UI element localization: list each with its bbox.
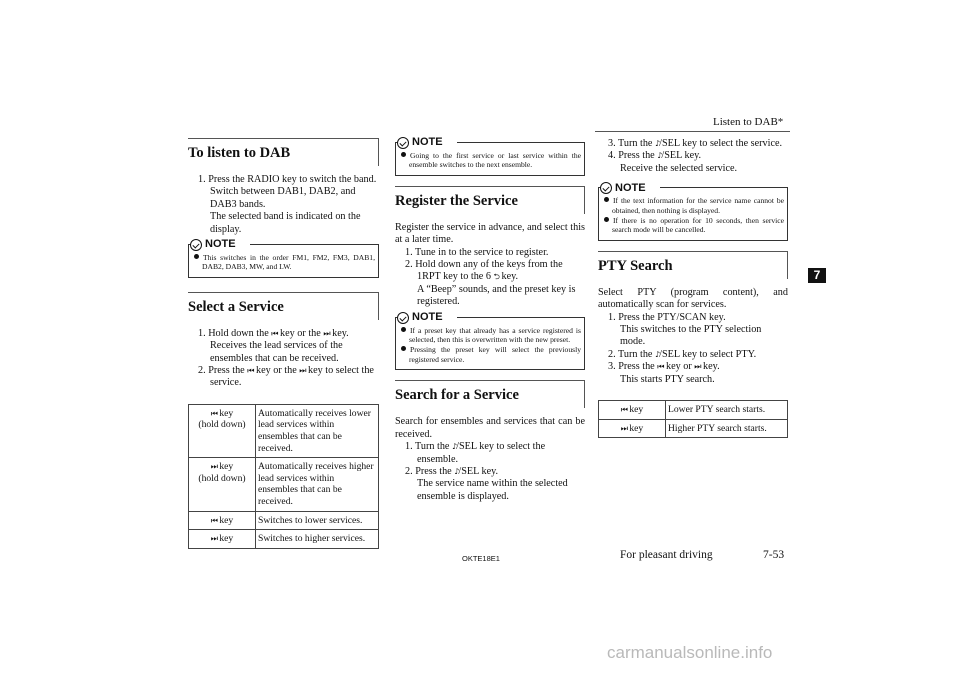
prev-track-icon: ⏮ <box>210 408 217 418</box>
tune-icon: ♪ <box>655 349 660 359</box>
next-track-icon: ⏭ <box>323 328 330 338</box>
column-1 <box>188 138 379 549</box>
document-code: OKTE18E1 <box>462 554 500 563</box>
table-row: ⏮ key (hold down) Automatically receives lower lead services within ensembles that can be received. <box>189 404 379 457</box>
note-item: Going to the first service or last service within the ensemble switches to the next ensemble. <box>399 151 581 170</box>
prev-track-icon: ⏮ <box>657 362 664 372</box>
bullet-icon <box>604 197 609 202</box>
step-press-sel: 2. Press the ♪/SEL key. The service name within the selected ensemble is displayed. <box>405 465 568 502</box>
return-icon: ⮌ <box>493 272 499 282</box>
note-item: If there is no operation for 10 seconds, then service search mode will be cancelled. <box>602 216 784 235</box>
search-intro: Search for ensembles and services that can be received. <box>395 416 585 440</box>
note-header: NOTE <box>397 137 457 149</box>
tune-icon: ♪ <box>657 151 662 161</box>
tune-icon: ♪ <box>454 466 459 476</box>
register-intro: Register the service in advance, and select this at a later time. <box>395 221 585 246</box>
note-check-icon <box>397 312 409 324</box>
note-check-icon <box>190 239 202 251</box>
footer-section-title: For pleasant driving <box>620 549 713 561</box>
next-track-icon: ⏭ <box>210 534 217 544</box>
heading-select-a-service: Select a Service <box>188 292 379 320</box>
header-rule <box>595 131 790 132</box>
prev-track-icon: ⏮ <box>210 515 217 525</box>
note-header: NOTE <box>190 239 250 251</box>
watermark: carmanualsonline.info <box>607 643 773 662</box>
table-row: ⏮ key Switches to lower services. <box>189 511 379 530</box>
tune-icon: ♪ <box>452 442 457 452</box>
note-item: If a preset key that already has a service registered is selected, then this is overwritten with the new preset. <box>399 326 581 345</box>
note-box-preset <box>395 310 585 371</box>
step-turn-sel: 1. Turn the ♪/SEL key to select the ensemble. <box>405 441 546 465</box>
prev-track-icon: ⏮ <box>247 366 254 376</box>
table-row: ⏭ key Higher PTY search starts. <box>599 419 788 438</box>
next-track-icon: ⏭ <box>694 362 701 372</box>
note-item: If the text information for the service name cannot be obtained, then nothing is displayed. <box>602 196 784 215</box>
note-item: This switches in the order FM1, FM2, FM3, DAB1, DAB2, DAB3, MW, and LW. <box>192 253 375 272</box>
step-turn-select-pty: 2. Turn the ♪/SEL key to select PTY. <box>608 348 757 360</box>
note-header: NOTE <box>397 312 457 324</box>
bullet-icon <box>401 346 406 351</box>
note-check-icon <box>600 182 612 194</box>
table-row: ⏮ key Lower PTY search starts. <box>599 401 788 420</box>
note-box-ensemble <box>395 136 585 176</box>
step-press-sel-receive: 4. Press the ♪/SEL key. Receive the selected service. <box>608 150 738 174</box>
chapter-tab: 7 <box>808 268 826 283</box>
heading-search-for-a-service: Search for a Service <box>395 380 585 408</box>
step-hold-down: 1. Hold down the ⏮ key or the ⏭ key. Receives the lead services of the ensembles that can be received. <box>198 327 349 364</box>
next-track-icon: ⏭ <box>210 462 217 472</box>
page-number: 7-53 <box>763 549 785 561</box>
step-turn-select-service: 3. Turn the ♪/SEL key to select the service. <box>608 138 783 149</box>
heading-register-the-service: Register the Service <box>395 186 585 214</box>
heading-to-listen-to-dab: To listen to DAB <box>188 138 379 166</box>
step-hold-preset: 2. Hold down any of the keys from the 1RPT key to the 6 ⮌ key. A “Beep” sounds, and the preset key is registered. <box>405 259 576 308</box>
note-box-service-name <box>598 181 788 241</box>
bullet-icon <box>401 152 406 157</box>
note-header: NOTE <box>600 182 660 194</box>
step-press-pty-key: 3. Press the ⏮ key or ⏭ key. This starts PTY search. <box>608 361 720 385</box>
step-press-radio: 1. Press the RADIO key to switch the band. Switch between DAB1, DAB2, and DAB3 bands. The selected band is indicated on the display. <box>198 174 377 235</box>
step-press-key: 2. Press the ⏮ key or the ⏭ key to select the service. <box>198 365 374 389</box>
prev-track-icon: ⏮ <box>271 328 278 338</box>
step-press-pty-scan: 1. Press the PTY/SCAN key. This switches to the PTY selection mode. <box>608 311 762 348</box>
pty-key-table <box>598 400 788 438</box>
table-row: ⏭ key Switches to higher services. <box>189 530 379 549</box>
heading-pty-search: PTY Search <box>598 251 788 279</box>
step-tune-in: 1. Tune in to the service to register. <box>405 246 549 258</box>
table-row: ⏭ key (hold down) Automatically receives higher lead services within ensembles that can be received. <box>189 458 379 511</box>
tune-icon: ♪ <box>655 139 660 148</box>
column-3 <box>598 138 788 438</box>
column-2 <box>395 138 585 503</box>
note-box-band-order <box>188 238 379 278</box>
bullet-icon <box>401 327 406 332</box>
note-check-icon <box>397 137 409 149</box>
bullet-icon <box>604 217 609 222</box>
pty-intro: Select PTY (program content), and automatically scan for services. <box>598 286 788 311</box>
next-track-icon: ⏭ <box>620 423 627 433</box>
prev-track-icon: ⏮ <box>620 405 627 415</box>
next-track-icon: ⏭ <box>299 366 306 376</box>
key-function-table <box>188 404 379 549</box>
bullet-icon <box>194 254 199 259</box>
note-item: Pressing the preset key will select the previously registered service. <box>399 345 581 364</box>
running-header-title: Listen to DAB* <box>713 116 784 128</box>
